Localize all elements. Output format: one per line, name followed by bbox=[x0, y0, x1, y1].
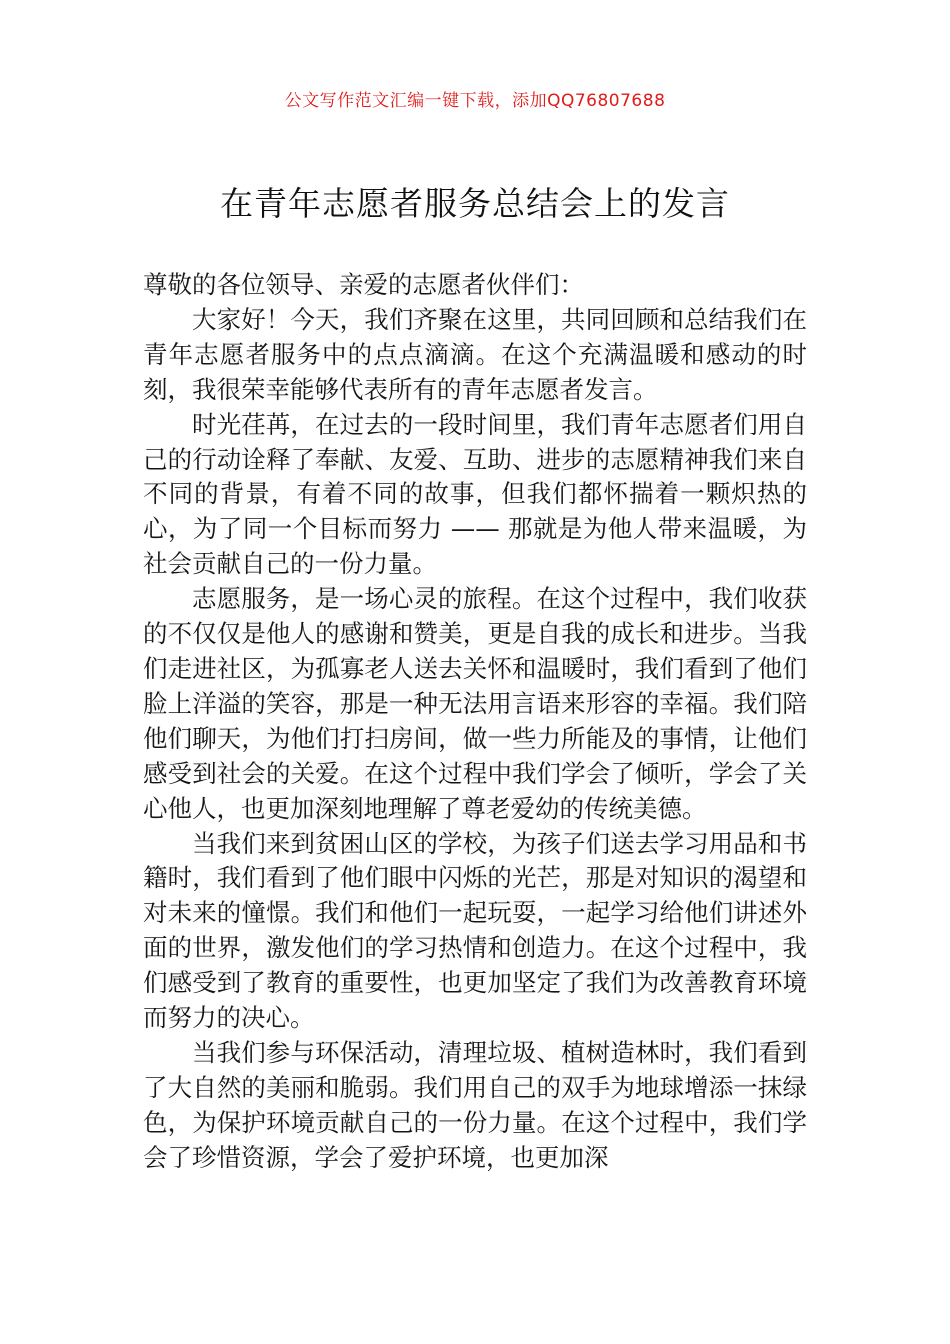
download-banner: 公文写作范文汇编一键下载，添加QQ76807688 bbox=[284, 91, 666, 111]
paragraph: 当我们来到贫困山区的学校，为孩子们送去学习用品和书籍时，我们看到了他们眼中闪烁的光芒，那是对知识的渴望和对未来的憧憬。我们和他们一起玩耍，一起学习给他们讲述外面的世界，激发他们的学习热情和创造力。在这个过程中，我们感受到了教育的重要性，也更加坚定了我们为改善教育环境而努力的决心。 bbox=[143, 828, 807, 1033]
paragraph: 当我们参与环保活动，清理垃圾、植树造林时，我们看到了大自然的美丽和脆弱。我们用自己的双手为地球增添一抹绿色，为保护环境贡献自己的一份力量。在这个过程中，我们学会了珍惜资源，学会了爱护环境，也更加深 bbox=[143, 1037, 807, 1172]
document-body bbox=[143, 268, 807, 1176]
paragraph: 时光荏苒，在过去的一段时间里，我们青年志愿者们用自己的行动诠释了奉献、友爱、互助、进步的志愿精神我们来自不同的背景，有着不同的故事，但我们都怀揣着一颗炽热的心，为了同一个目标而努力 —— 那就是为他人带来温暖，为社会贡献自己的一份力量。 bbox=[143, 409, 807, 579]
paragraph: 志愿服务，是一场心灵的旅程。在这个过程中，我们收获的不仅仅是他人的感谢和赞美，更是自我的成长和进步。当我们走进社区，为孤寡老人送去关怀和温暖时，我们看到了他们脸上洋溢的笑容，那是一种无法用言语来形容的幸福。我们陪他们聊天，为他们打扫房间，做一些力所能及的事情，让他们感受到社会的关爱。在这个过程中我们学会了倾听，学会了关心他人，也更加深刻地理解了尊老爱幼的传统美德。 bbox=[143, 584, 807, 823]
salutation: 尊敬的各位领导、亲爱的志愿者伙伴们： bbox=[143, 270, 584, 299]
paragraph: 大家好！今天，我们齐聚在这里，共同回顾和总结我们在青年志愿者服务中的点点滴滴。在这个充满温暖和感动的时刻，我很荣幸能够代表所有的青年志愿者发言。 bbox=[143, 304, 807, 404]
document-title: 在青年志愿者服务总结会上的发言 bbox=[220, 184, 730, 223]
